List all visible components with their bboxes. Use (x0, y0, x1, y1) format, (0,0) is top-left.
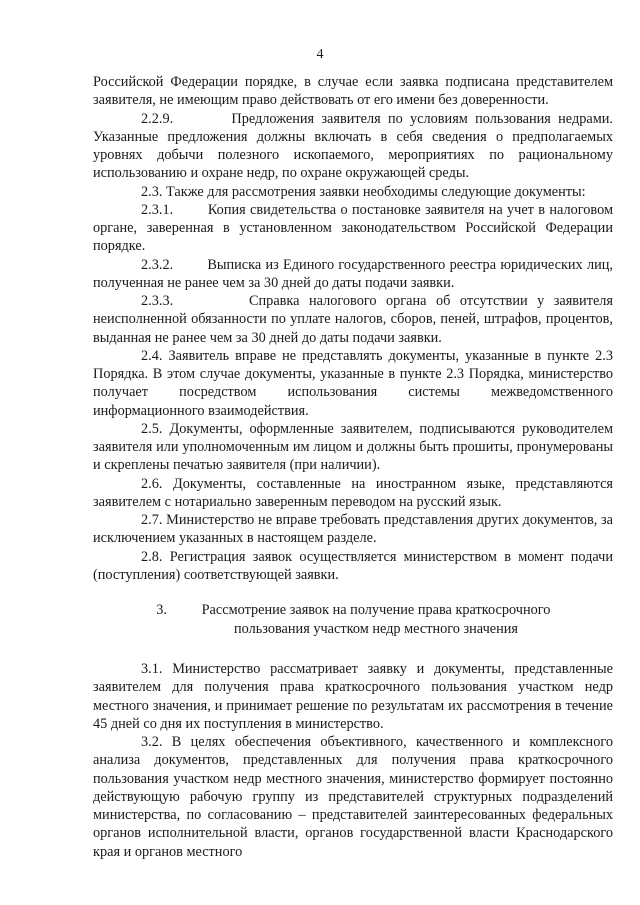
paragraph: 2.5. Документы, оформленные заявителем, подписываются руководителем заявителя или уполномоченным им лицом и должны быть прошиты, пронумерованы и скреплены печатью заявителя (при наличии). (93, 420, 613, 474)
paragraph: 2.6. Документы, составленные на иностранном языке, представляются заявителем с нотариально заверенным переводом на русский язык. (93, 475, 613, 510)
paragraph: 2.7. Министерство не вправе требовать представления других документов, за исключением указанных в настоящем разделе. (93, 512, 613, 547)
page-number: 4 (316, 47, 324, 62)
paragraph: 2.3. Также для рассмотрения заявки необходимы следующие документы: (141, 183, 586, 200)
section-heading (93, 601, 613, 639)
paragraphs-section-3 (93, 660, 613, 861)
paragraph: Российской Федерации порядке, в случае если заявка подписана представителем заявителя, не имеющим право действовать от его имени без доверенности. (93, 74, 613, 109)
paragraph: 2.3.1. Копия свидетельства о постановке заявителя на учет в налоговом органе, заверенная в установленном законодательством Российской Федерации порядке. (93, 201, 613, 255)
section-title-line-2: пользования участком недр местного значения (234, 621, 518, 637)
paragraph: 2.8. Регистрация заявок осуществляется министерством в момент подачи (поступления) соответствующей заявки. (93, 548, 613, 583)
paragraph: 2.4. Заявитель вправе не представлять документы, указанные в пункте 2.3 Порядка. В этом случае документы, указанные в пункте 2.3 Порядка, министерство получает посредством использования системы межведомственного информационного взаимодействия. (93, 347, 613, 419)
paragraphs-section-2 (93, 73, 613, 584)
section-title-line-1: Рассмотрение заявок на получение права краткосрочного (201, 602, 551, 618)
section-number: 3. (156, 602, 167, 618)
paragraph: 2.3.2. Выписка из Единого государственного реестра юридических лиц, полученная не ранее чем за 30 дней до даты подачи заявки. (93, 256, 613, 291)
section-title (189, 601, 613, 639)
document-body (93, 73, 613, 861)
paragraph: 3.2. В целях обеспечения объективного, качественного и комплексного анализа документов, представленных для получения права краткосрочного пользования участком недр местного значения, министерство формирует постоянно действующую рабочую группу из представителей структурных подразделений министерства, по согласованию – представителей заинтересованных федеральных органов исполнительной власти, органов государственной власти Краснодарского края и органов местного (93, 734, 613, 860)
paragraph: 3.1. Министерство рассматривает заявку и документы, представленные заявителем для получения права краткосрочного пользования участком недр местного значения, и принимает решение по результатам их рассмотрения в течение 45 дней со дня их поступления в министерство. (93, 661, 613, 732)
paragraph: 2.3.3. Справка налогового органа об отсутствии у заявителя неисполненной обязанности по уплате налогов, сборов, пеней, штрафов, процентов, выданная не ранее чем за 30 дней до даты подачи заявки. (93, 293, 613, 346)
paragraph: 2.2.9. Предложения заявителя по условиям пользования недрами. Указанные предложения должны включать в себя сведения о предполагаемых уровнях добычи полезного ископаемого, мероприятиях по рациональному использованию и охране недр, по охране окружающей среды. (93, 110, 613, 182)
